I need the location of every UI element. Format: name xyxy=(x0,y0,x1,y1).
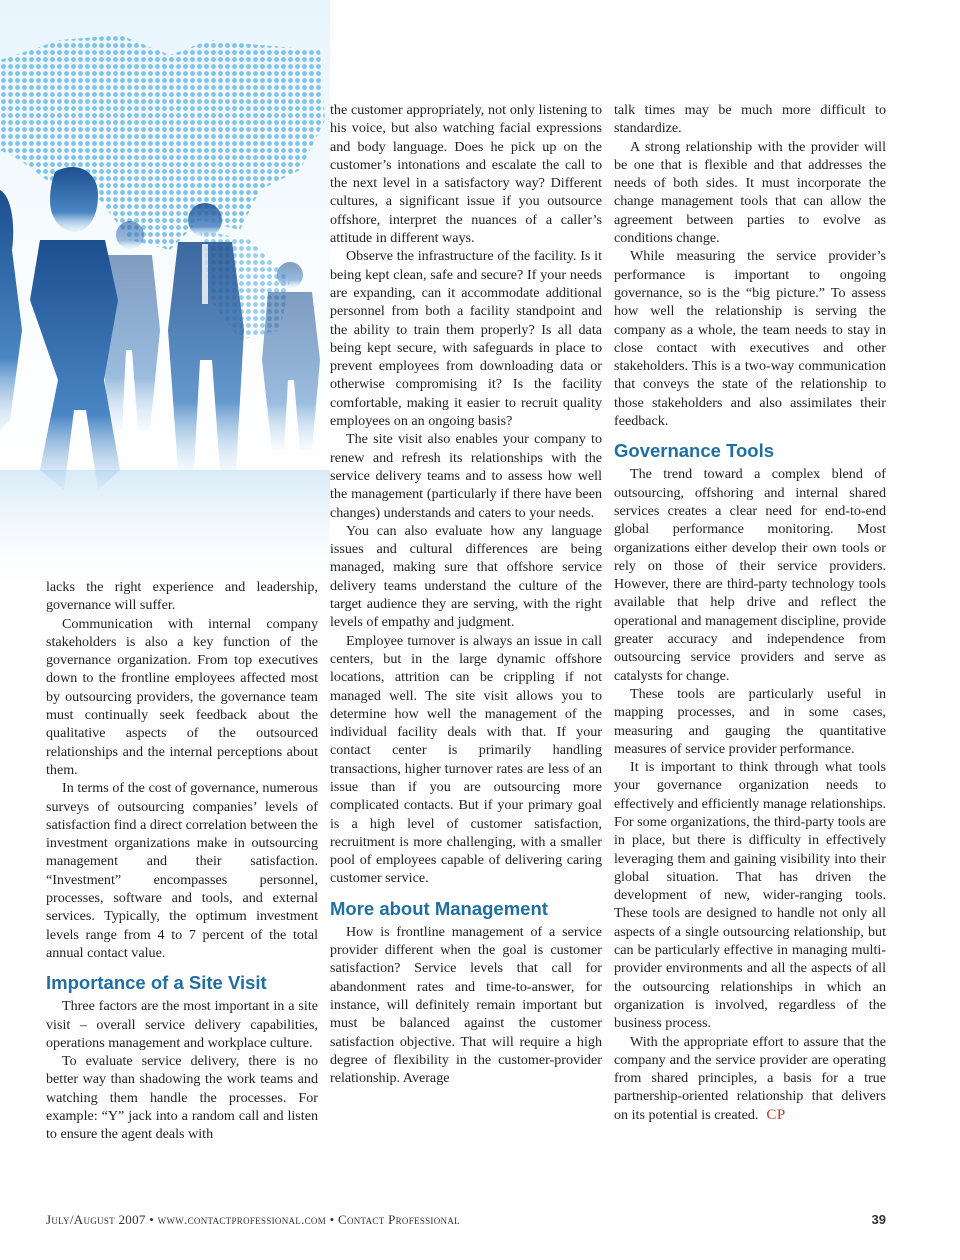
paragraph: How is frontline management of a service provider different when the goal is customer satisfaction? Service levels that call for abandonment rates and time-to-answer, for instance, will definitely remain important but must be balanced against the customer satisfaction objective. That will require a high degree of flexibility in the customer-provider relationship. Average xyxy=(330,923,602,1087)
section-heading: Importance of a Site Visit xyxy=(46,972,267,994)
paragraph: Communication with internal company stakeholders is also a key function of the governance organization. From top executives down to the frontline employees affected most by outsourcing providers, the governance team must continually seek feedback about the qualitative aspects of the outsourced relationships and the internal perceptions about them. xyxy=(46,615,318,778)
paragraph: Employee turnover is always an issue in call centers, but in the large dynamic offshore locations, attrition can be crippling if not managed well. The site visit allows you to determine how well the management of the individual facility deals with that. If your contact center is primarily handling transactions, higher turnover rates are less of an issue than if you are outsourcing more complicated contacts. But if your primary goal is a high level of customer satisfaction, recruitment is more challenging, with a smaller pool of employees capable of delivering caring customer service. xyxy=(330,632,602,887)
article-column-1 xyxy=(46,578,318,1144)
end-mark: CP xyxy=(766,1106,786,1123)
paragraph: While measuring the service provider’s performance is important to ongoing governance, so is the “big picture.” To assess how well the relationship is serving the company as a whole, the team needs to stay in close contact with executives and other stakeholders. This is a two-way communication that conveys the state of the relationship to those stakeholders and also assimilates their feedback. xyxy=(614,248,886,430)
paragraph: It is important to think through what tools your governance organization needs to effectively and efficiently manage relationships. For some organizations, the third-party tools are in place, but there is difficulty in effectively leveraging them and gaining visibility into their global situation. That has driven the development of new, wider-ranging tools. These tools are designed to handle not only all aspects of a single outsourcing relationship, but can be particularly effective in managing multi-provider environments and all the aspects of all the outsourcing relationships in which an organization is involved, regardless of the business process. xyxy=(614,759,886,1032)
paragraph-text: With the appropriate effort to assure that the company and the service provider are operating from shared principles, a basis for a true partnership-oriented relationship that delivers on its potential is created. xyxy=(614,1033,886,1123)
paragraph: In terms of the cost of governance, numerous surveys of outsourcing companies’ levels of satisfaction find a direct correlation between the investment organizations make in outsourcing management and their satisfaction. “Investment” encompasses personnel, processes, software and tools, and external services. Typically, the optimum investment levels range from 4 to 7 percent of the total annual contact value. xyxy=(46,780,318,961)
paragraph: talk times may be much more difficult to standardize. xyxy=(614,102,886,137)
article-column-2 xyxy=(330,101,602,1087)
paragraph: The site visit also enables your company to renew and refresh its relationships with the service delivery teams and to assess how well the management (particularly if there have been changes) understands and caters to your needs. xyxy=(330,431,602,521)
paragraph: Observe the infrastructure of the facility. Is it being kept clean, safe and secure? If your needs are expanding, can it accommodate additional personnel from both a facility standpoint and the ability to train them properly? Is all data being kept secure, with safeguards in place to prevent employees from downloading data or otherwise compromising it? Is the facility comfortable, making it easier to recruit quality employees on an ongoing basis? xyxy=(330,248,602,430)
paragraph: You can also evaluate how any language issues and cultural differences are being managed, making sure that offshore service delivery teams understand the culture of the target audience they are serving, with the right levels of empathy and judgment. xyxy=(330,522,602,631)
paragraph: To evaluate service delivery, there is no better way than shadowing the work teams and watching them handle the processes. For example: “Y” jack into a random call and listen to ensure the agent deals with xyxy=(46,1053,318,1143)
paragraph: A strong relationship with the provider will be one that is flexible and that addresses the needs of both sides. It must incorporate the change management tools that can allow the agreement between parties to evolve as conditions change. xyxy=(614,138,886,247)
paragraph xyxy=(614,1033,886,1124)
business-team-world-map-illustration xyxy=(0,0,330,600)
section-heading: More about Management xyxy=(330,897,548,919)
paragraph: lacks the right experience and leadership, governance will suffer. xyxy=(46,579,318,614)
page-number: 39 xyxy=(871,1212,886,1227)
page-footer xyxy=(46,1212,886,1228)
footer-issue-line: July/August 2007 • www.contactprofessional.com • Contact Professional xyxy=(46,1212,460,1227)
paragraph: the customer appropriately, not only listening to his voice, but also watching facial expressions and body language. Does he pick up on the customer’s intonations and escalate the call to the next level in a satisfactory way? Different cultures, a significant issue if you outsource offshore, interpret the nuances of a caller’s attitude in different ways. xyxy=(330,102,602,247)
paragraph: The trend toward a complex blend of outsourcing, offshoring and internal shared services creates a clear need for end-to-end global performance monitoring. Most organizations either develop their own tools or rely on those of their service providers. However, there are third-party technology tools available that help drive and reflect the operational and management discipline, provide greater accuracy and independence from outsourcing service providers and serve as catalysts for change. xyxy=(614,466,886,684)
section-heading: Governance Tools xyxy=(614,440,775,462)
paragraph: These tools are particularly useful in mapping processes, and in some cases, measuring and gauging the quantitative measures of service provider performance. xyxy=(614,685,886,757)
article-column-3 xyxy=(614,101,886,1124)
paragraph: Three factors are the most important in a site visit – overall service delivery capabilities, operations management and workplace culture. xyxy=(46,998,318,1051)
